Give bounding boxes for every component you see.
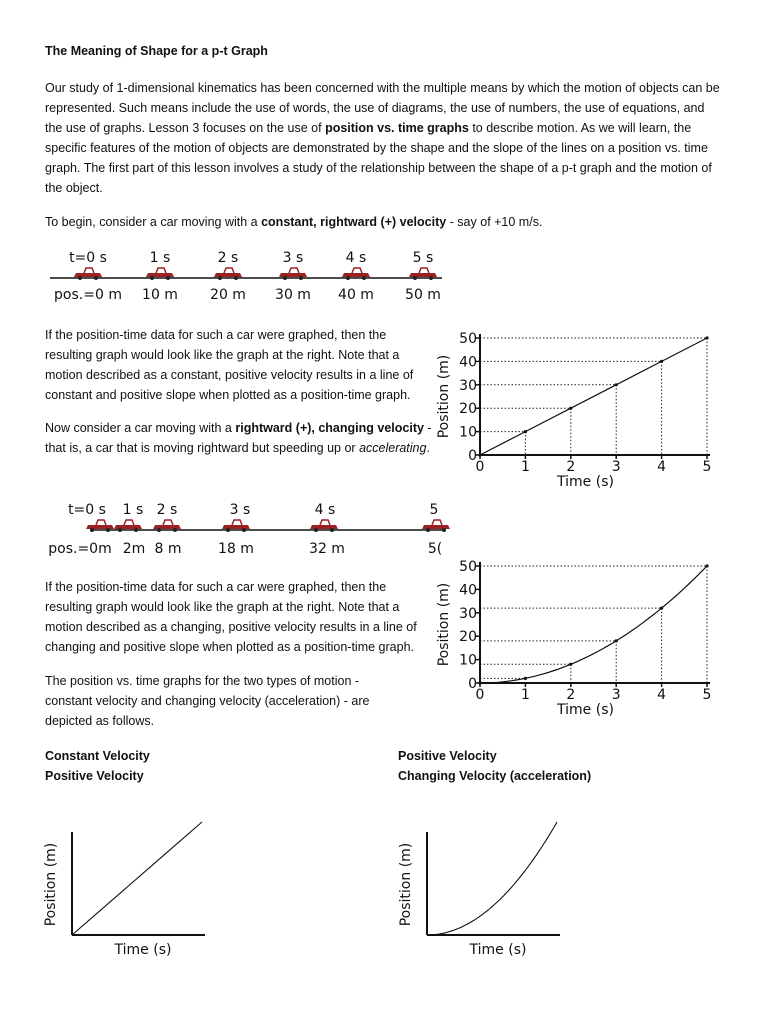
y-axis-label: Position (m)	[43, 842, 59, 927]
y-tick-label: 10	[459, 424, 477, 441]
car-body	[422, 525, 450, 529]
data-point	[615, 383, 618, 386]
time-label: 3 s	[282, 250, 304, 266]
car-wheel	[299, 276, 303, 280]
graph-types-paragraph: The position vs. time graphs for the two types of motion - constant velocity and changing velocity (acceleration) - are depicted as follows.	[45, 674, 370, 728]
y-tick-label: 20	[459, 629, 477, 646]
x-tick-label: 1	[520, 687, 530, 703]
position-label: 2m	[122, 541, 146, 557]
position-label: 32 m	[309, 541, 345, 557]
car-wheel	[90, 528, 94, 532]
position-label: 50 m	[405, 287, 441, 303]
time-label: 5	[429, 502, 439, 518]
constant-velocity-paragraph: If the position-time data for such a car were graphed, then the resulting graph would look like the graph at the right. Note that a motion described as a constant, positive velocity results in a line of constant and positive slope when plotted as a position-time graph.	[45, 328, 414, 402]
car-wheel	[157, 528, 161, 532]
x-tick-label: 1	[520, 459, 530, 475]
car-wheel	[362, 276, 366, 280]
time-label: t=0 s	[69, 250, 107, 266]
car-wheel	[150, 276, 154, 280]
data-point	[524, 430, 527, 433]
car-wheel	[173, 528, 177, 532]
x-tick-label: 0	[475, 459, 485, 475]
car-roof	[320, 520, 330, 525]
constant-velocity-graph	[430, 328, 730, 498]
constant-velocity-header: Constant Velocity Positive Velocity	[45, 749, 150, 783]
car-wheel	[429, 276, 433, 280]
y-tick-label: 50	[459, 559, 477, 575]
x-tick-label: 3	[611, 459, 621, 475]
position-label: 40 m	[338, 287, 374, 303]
position-label: 10 m	[142, 287, 178, 303]
car-roof	[124, 520, 134, 525]
x-axis-label: Time (s)	[557, 474, 614, 490]
car-roof	[432, 520, 442, 525]
constant-velocity-sketch	[40, 815, 220, 965]
y-axis-label: Position (m)	[398, 842, 414, 927]
x-tick-label: 3	[611, 687, 621, 703]
position-label: 8 m	[154, 541, 182, 557]
changing-velocity-paragraph: If the position-time data for such a car were graphed, then the resulting graph would look like the graph at the right. Note that a motion described as a changing, positive velocity results in a line of changing and positive slope when plotted as a position-time graph.	[45, 580, 417, 654]
y-tick-label: 10	[459, 652, 477, 669]
data-point	[705, 564, 708, 567]
car-roof	[156, 268, 166, 273]
time-label: 2 s	[156, 502, 178, 518]
data-line	[72, 822, 202, 935]
data-point	[478, 681, 481, 684]
car-body	[222, 525, 250, 529]
car-wheel	[106, 528, 110, 532]
data-point	[615, 639, 618, 642]
y-tick-label: 40	[459, 582, 477, 599]
y-tick-label: 50	[459, 331, 477, 347]
x-axis-label: Time (s)	[469, 942, 527, 958]
car-wheel	[166, 276, 170, 280]
car-body	[409, 273, 437, 277]
time-label: 3 s	[229, 502, 251, 518]
car-body	[214, 273, 242, 277]
car-body	[74, 273, 102, 277]
data-line	[480, 566, 707, 683]
car-wheel	[346, 276, 350, 280]
car-roof	[224, 268, 234, 273]
time-label: t=0 s	[68, 502, 106, 518]
car-wheel	[426, 528, 430, 532]
car-wheel	[94, 276, 98, 280]
car-roof	[352, 268, 362, 273]
data-point	[705, 336, 708, 339]
changing-velocity-intro-paragraph: Now consider a car moving with a rightward (+), changing velocity - that is, a car that is moving rightward but speeding up or accelerating.	[45, 421, 432, 455]
position-label: 18 m	[218, 541, 254, 557]
y-tick-label: 0	[468, 448, 477, 464]
car-wheel	[134, 528, 138, 532]
car-wheel	[314, 528, 318, 532]
intro-paragraph: Our study of 1-dimensional kinematics has been concerned with the multiple means by which the motion of objects can be represented. Such means include the use of words, the use of diagrams, the use of numbers, the use of equations, and the use of graphs. Lesson 3 focuses on the use of position vs. time graphs to describe motion. As we will learn, the specific features of the motion of objects are demonstrated by the shape and the slope of the lines on a position vs. time graph. The first part of this lesson involves a study of the relationship between the shape of a p-t graph and the motion of the object.	[45, 81, 720, 195]
car-wheel	[242, 528, 246, 532]
time-label: 1 s	[149, 250, 171, 266]
data-point	[569, 663, 572, 666]
car-wheel	[283, 276, 287, 280]
car-wheel	[413, 276, 417, 280]
constant-velocity-strip	[40, 245, 450, 305]
car-wheel	[234, 276, 238, 280]
car-body	[114, 525, 142, 529]
car-roof	[232, 520, 242, 525]
car-roof	[96, 520, 106, 525]
car-body	[86, 525, 114, 529]
time-label: 2 s	[217, 250, 239, 266]
position-label: 30 m	[275, 287, 311, 303]
y-tick-label: 20	[459, 401, 477, 418]
accelerating-graph	[430, 556, 730, 726]
car-body	[279, 273, 307, 277]
page-title: The Meaning of Shape for a p-t Graph	[45, 44, 268, 58]
begin-paragraph: To begin, consider a car moving with a constant, rightward (+) velocity - say of +10 m/s.	[45, 215, 543, 229]
car-body	[146, 273, 174, 277]
position-label: 5(	[427, 541, 443, 557]
y-axis-label: Position (m)	[436, 354, 452, 439]
accelerating-sketch	[395, 815, 575, 965]
data-line	[480, 338, 707, 455]
y-tick-label: 30	[459, 605, 477, 622]
time-label: 4 s	[314, 502, 336, 518]
x-tick-label: 0	[475, 687, 485, 703]
data-point	[660, 360, 663, 363]
data-point	[524, 677, 527, 680]
time-label: 5 s	[412, 250, 434, 266]
car-wheel	[218, 276, 222, 280]
data-point	[660, 607, 663, 610]
x-tick-label: 4	[657, 459, 667, 475]
position-label: pos.=0 m	[54, 287, 122, 303]
x-tick-label: 5	[702, 459, 712, 475]
position-label: 20 m	[210, 287, 246, 303]
time-label: 1 s	[122, 502, 144, 518]
car-wheel	[78, 276, 82, 280]
car-body	[342, 273, 370, 277]
car-wheel	[226, 528, 230, 532]
x-tick-label: 5	[702, 687, 712, 703]
car-body	[310, 525, 338, 529]
x-tick-label: 2	[566, 459, 576, 475]
data-point	[569, 407, 572, 410]
car-wheel	[118, 528, 122, 532]
x-tick-label: 4	[657, 687, 667, 703]
changing-velocity-header: Positive Velocity Changing Velocity (acceleration)	[398, 749, 592, 783]
x-tick-label: 2	[566, 687, 576, 703]
car-wheel	[330, 528, 334, 532]
x-axis-label: Time (s)	[114, 942, 172, 958]
car-wheel	[442, 528, 446, 532]
car-body	[153, 525, 181, 529]
car-roof	[163, 520, 173, 525]
accelerating-strip	[40, 498, 450, 560]
x-axis-label: Time (s)	[557, 702, 614, 718]
y-tick-label: 30	[459, 377, 477, 394]
car-roof	[84, 268, 94, 273]
y-tick-label: 0	[468, 676, 477, 692]
data-point	[478, 453, 481, 456]
position-label: pos.=0m	[48, 541, 112, 557]
car-roof	[419, 268, 429, 273]
y-axis-label: Position (m)	[436, 582, 452, 667]
car-roof	[289, 268, 299, 273]
data-line	[427, 822, 557, 935]
y-tick-label: 40	[459, 354, 477, 371]
time-label: 4 s	[345, 250, 367, 266]
